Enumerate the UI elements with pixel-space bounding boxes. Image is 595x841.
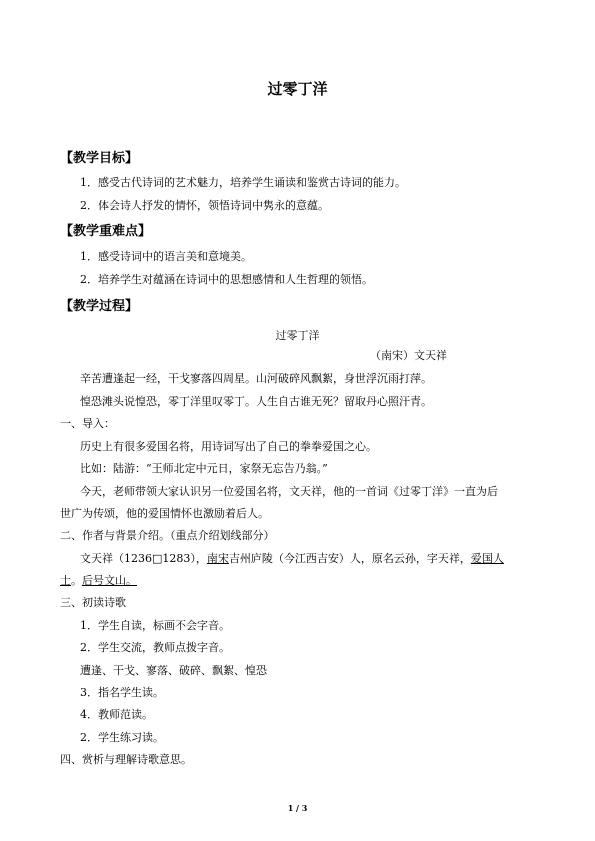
goal-item-1: 1．感受古代诗词的艺术魅力，培养学生诵读和鉴赏古诗词的能力。 [80,176,406,189]
first-read-item-4: 4．教师范读。 [80,708,153,721]
goal-item-2: 2．体会诗人抒发的情怀，领悟诗词中隽永的意蕴。 [80,199,329,212]
first-read-item-1: 1．学生自读，标画不会字音。 [80,619,230,632]
author-text-underlined-shi: 士 [60,574,71,587]
section-heading-process: 【教学过程】 [60,299,139,314]
section-heading-goals: 【教学目标】 [60,151,139,166]
step-heading-appreciation: 四、赏析与理解诗歌意思。 [60,753,192,766]
intro-paragraph-2: 比如：陆游：“王师北定中元日，家祭无忘告乃翁。” [80,462,328,475]
intro-paragraph-1: 历史上有很多爱国名将，用诗词写出了自己的拳拳爱国之心。 [80,440,377,453]
author-paragraph-line-2 [60,574,137,588]
poem-title: 过零丁洋 [275,329,320,342]
keypoint-item-2: 2．培养学生对蕴涵在诗词中的思想感情和人生哲理的领悟。 [80,273,373,286]
poem-line-2: 惶恐滩头说惶恐，零丁洋里叹零丁。人生自古谁无死？留取丹心照汗青。 [80,395,432,408]
first-read-item-5: 2．学生练习读。 [80,731,164,744]
author-text-period: 。 [71,574,82,587]
intro-paragraph-3-line-1: 今天，老师带领大家认识另一位爱国名将，文天祥，他的一首词《过零丁洋》一直为后 [80,485,498,498]
first-read-words: 遭逢、干戈、寥落、破碎、飘絮、惶恐 [80,664,267,677]
poem-line-1: 辛苦遭逢起一经，干戈寥落四周星。山河破碎风飘絮，身世浮沉雨打萍。 [80,372,432,385]
author-text-underlined-song: 南宋 [206,552,229,565]
page-number: 1 / 3 [287,803,308,813]
author-text-underlined-alias: 后号文山。 [82,574,137,587]
step-heading-first-read: 三、初读诗歌 [60,596,126,609]
intro-paragraph-3-line-2: 世广为传颂，他的爱国情怀也激励着后人。 [60,507,269,520]
first-read-item-3: 3．指名学生读。 [80,686,164,699]
author-text-underlined-patriot: 爱国人 [470,552,504,565]
document-title: 过零丁洋 [267,80,328,98]
author-text-a: 文天祥（1236□1283）， [80,552,207,565]
author-text-c: 吉州庐陵（今江西吉安）人，原名云孙，字天祥， [228,552,471,565]
section-heading-keypoints: 【教学重难点】 [60,224,152,239]
poem-author: （南宋）文天祥 [370,349,447,362]
step-heading-author: 二、作者与背景介绍。（重点介绍划线部分） [60,529,275,542]
first-read-item-2: 2．学生交流，教师点拨字音。 [80,641,230,654]
author-paragraph-line-1 [80,552,504,566]
keypoint-item-1: 1．感受诗词中的语言美和意境美。 [80,250,252,263]
step-heading-intro: 一、导入： [60,417,115,430]
